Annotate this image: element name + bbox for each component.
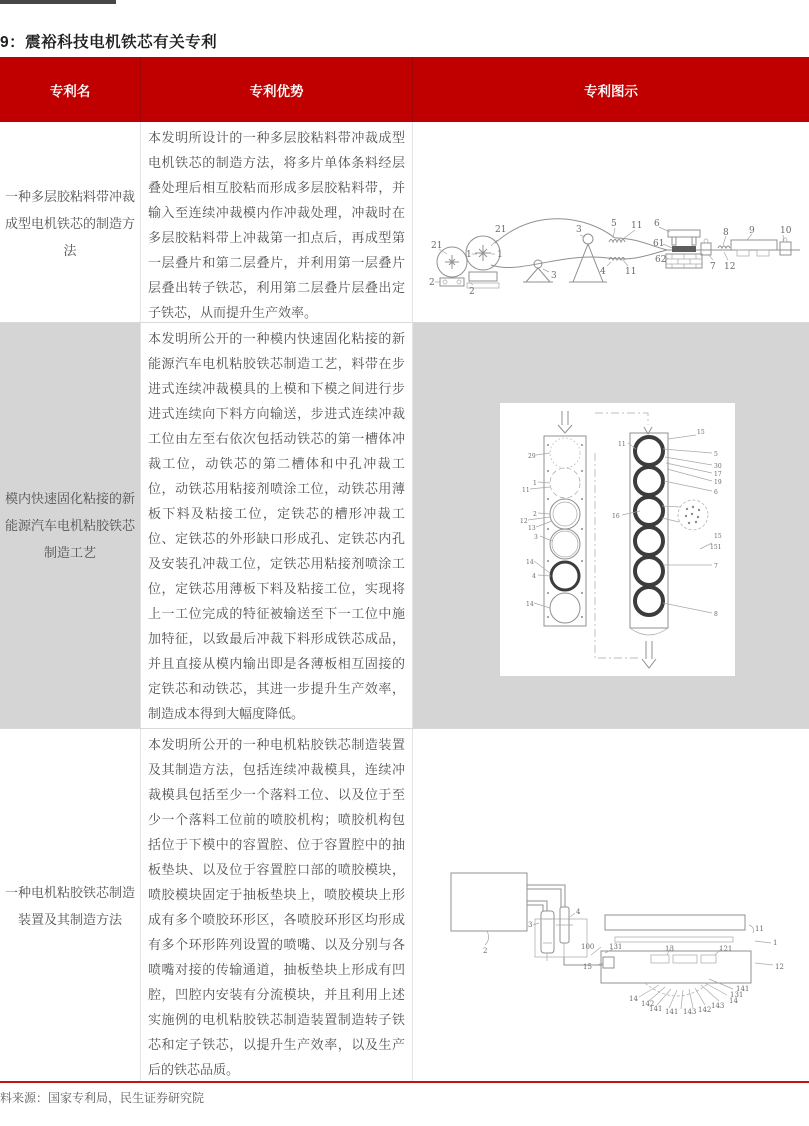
figure-label: 62 [655, 255, 667, 265]
figure-label: 11 [631, 221, 643, 231]
bottom-red-rule [0, 1081, 809, 1083]
figure-label: 15 [583, 963, 592, 971]
figure-label: 1 [466, 250, 472, 260]
figure-label: 9 [749, 226, 755, 236]
table-row [0, 322, 809, 728]
header-patent-name: 专利名 [0, 57, 141, 122]
figure-label: 141 [665, 1008, 679, 1014]
figure-label: 13 [665, 945, 674, 953]
figure-label: 15 [697, 429, 705, 436]
figure-label: 2 [533, 511, 537, 518]
figure-label: 17 [714, 471, 722, 478]
patent-advantage-cell: 本发明所公开的一种电机粘胶铁芯制造装置及其制造方法，包括连续冲裁模具，连续冲裁模具包括至少一个落料工位、以及位于至少一个落料工位前的喷胶机构；喷胶机构包括位于下模中的容置腔、位于容置腔中的抽板垫块、以及位于容置腔口部的喷胶模块，喷胶模块固定于抽板垫块上，喷胶模块上形成有多个喷胶环形区，各喷胶环形区均形成有多个环形阵列设置的喷嘴、以及分别与各喷嘴对接的传输通道，抽板垫块上形成有凹腔，凹腔内安装有分流模块，并且利用上述实施例的电机粘胶铁芯制造装置制造转子铁芯和定子铁芯，以提升生产效率，以及生产后的铁芯品质。 [141, 729, 413, 1082]
figure-label: 11 [618, 441, 626, 448]
figure-label: 1 [533, 480, 537, 487]
figure-label: 14 [526, 601, 534, 608]
figure-label: 141 [649, 1005, 663, 1013]
patent-name-cell: 一种多层胶粘料带冲裁成型电机铁芯的制造方法 [0, 122, 141, 325]
table-row [0, 122, 809, 322]
header-patent-advantage: 专利优势 [141, 57, 413, 122]
header-patent-illustration: 专利图示 [584, 83, 638, 99]
figure-label: 14 [629, 995, 638, 1003]
figure-label: 4 [600, 267, 606, 277]
figure-label: 2 [429, 278, 435, 288]
strip-stations-figure [500, 403, 735, 676]
figure-label: 11 [755, 925, 764, 933]
figure-label: 5 [611, 219, 617, 229]
figure-label: 15 [714, 533, 722, 540]
table-header-row [0, 57, 809, 122]
figure-label: 7 [714, 563, 718, 570]
patent-table [0, 57, 809, 1082]
figure-label: 1 [497, 250, 503, 260]
production-line-figure [425, 190, 800, 302]
figure-label: 30 [714, 463, 722, 470]
figure-label: 16 [612, 513, 620, 520]
figure-label: 29 [528, 453, 536, 460]
patent-figure-cell [413, 122, 809, 325]
figure-label: 12 [724, 262, 736, 272]
figure-label: 10 [780, 226, 792, 236]
exhibit-title: 9：震裕科技电机铁芯有关专利 [0, 34, 218, 51]
figure-label: 131 [730, 991, 744, 999]
figure-label: 21 [431, 241, 443, 251]
figure-label: 1 [773, 939, 778, 947]
figure-label: 14 [729, 997, 738, 1005]
figure-label: 3 [551, 271, 557, 281]
figure-label: 100 [581, 943, 595, 951]
figure-label: 12 [775, 963, 784, 971]
glue-device-figure [443, 859, 798, 1014]
figure-label: 19 [714, 479, 722, 486]
patent-advantage-cell: 本发明所设计的一种多层胶粘料带冲裁成型电机铁芯的制造方法，将多片单体条料经层叠处理后相互胶粘而形成多层胶粘料带，并输入至连续冲裁模内作冲裁处理，冲裁时在多层胶粘料带上冲裁第一扣点后，再成型第一层叠片和第二层叠片，并利用第一层叠片层叠出转子铁芯，利用第二层叠片层叠出定子铁芯，从而提升生产效率。 [141, 122, 413, 325]
figure-label: 13 [528, 525, 536, 532]
patent-advantage-cell: 本发明所公开的一种模内快速固化粘接的新能源汽车电机粘胶铁芯制造工艺，料带在步进式连续冲裁模具的上模和下模之间进行步进式连续向下料方向输送，步进式连续冲裁工位由左至右依次包括动铁芯的第一槽体冲裁工位，动铁芯的第二槽体和中孔冲裁工位，动铁芯用粘接剂喷涂工位，动铁芯用薄板下料及粘接工位，定铁芯的槽形冲裁工位、定铁芯的外形缺口形成孔、定铁芯内孔及安装孔冲裁工位，定铁芯用粘接剂喷涂工位，定铁芯用薄板下料及粘接工位，实现将上一工位完成的特征被输送至下一工位中施加特征，以致最后冲裁下料形成铁芯成品，并且直接从模内输出即是各薄板相互固接的定铁芯和动铁芯，其进一步提升生产效率，制造成本得到大幅度降低。 [141, 323, 413, 728]
figure-label: 143 [711, 1002, 725, 1010]
patent-name-cell: 模内快速固化粘接的新能源汽车电机粘胶铁芯制造工艺 [0, 323, 141, 728]
figure-label: 7 [710, 262, 716, 272]
figure-label: 143 [683, 1008, 697, 1014]
figure-label: 142 [641, 1000, 655, 1008]
figure-label: 141 [736, 985, 750, 993]
patent-name-cell: 一种电机粘胶铁芯制造装置及其制造方法 [0, 729, 141, 1082]
figure-label: 131 [609, 943, 623, 951]
page-top-rule [0, 0, 116, 4]
figure-label: 3 [528, 921, 533, 929]
table-row [0, 728, 809, 1082]
figure-label: 151 [710, 544, 722, 551]
figure-label: 8 [714, 611, 718, 618]
figure-label: 8 [723, 228, 729, 238]
figure-image-box [500, 403, 735, 676]
figure-label: 12 [520, 518, 528, 525]
figure-label: 14 [526, 559, 534, 566]
source-note: 料来源：国家专利局，民生证券研究院 [0, 1091, 205, 1105]
figure-label: 3 [576, 225, 582, 235]
figure-label: 11 [625, 267, 637, 277]
figure-label: 3 [534, 534, 538, 541]
figure-label: 21 [495, 225, 507, 235]
figure-label: 2 [469, 287, 475, 297]
figure-label: 5 [714, 451, 718, 458]
figure-label: 4 [576, 908, 581, 916]
patent-figure-cell [413, 323, 809, 728]
figure-label: 6 [654, 219, 660, 229]
figure-label: 11 [522, 487, 530, 494]
figure-label: 61 [653, 239, 665, 249]
figure-label: 2 [483, 947, 488, 955]
figure-label: 121 [719, 945, 733, 953]
figure-label: 6 [714, 489, 718, 496]
figure-label: 142 [698, 1006, 712, 1014]
figure-label: 4 [532, 573, 536, 580]
patent-figure-cell [413, 729, 809, 1082]
